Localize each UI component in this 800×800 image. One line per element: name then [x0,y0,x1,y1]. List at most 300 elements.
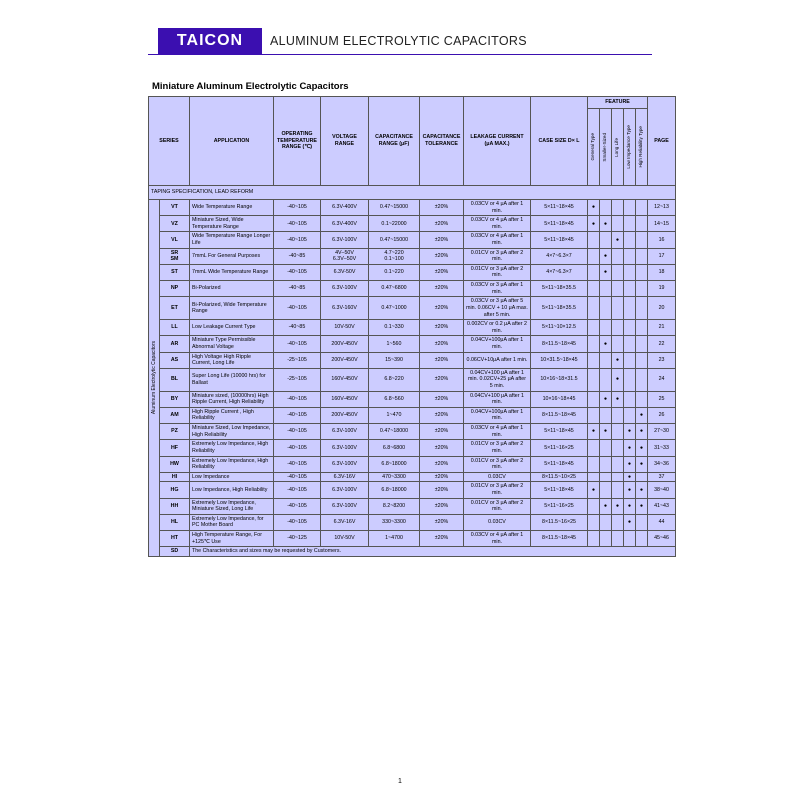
cell-feature-4: ● [636,407,648,423]
cell-feature-2 [612,264,624,280]
cell-feature-2 [612,216,624,232]
cell-feature-1: ● [600,216,612,232]
cell-temp: -40~105 [274,336,321,352]
cell-voltage: 6.3V-100V [321,456,369,472]
cell-feature-1 [600,530,612,546]
cell-feature-0 [588,248,600,264]
cell-application: Bi-Polarized, Wide Temperature Range [190,297,274,320]
cell-tolerance: ±20% [420,232,464,248]
cell-feature-0 [588,352,600,368]
cell-capacitance: 470~3300 [369,472,420,482]
cell-leakage: 0.03CV or 4 μA after 1 min. [464,200,531,216]
cell-tolerance: ±20% [420,424,464,440]
logo-text: TAICON [176,32,244,49]
cell-application: Extremely Low Impedance, High Reliability [190,456,274,472]
cell-leakage: 0.002CV or 0.2 μA after 2 min. [464,320,531,336]
cell-feature-2: ● [612,232,624,248]
cell-feature-2 [612,424,624,440]
cell-voltage: 6.3V-16V [321,514,369,530]
cell-series: NP [160,281,190,297]
header-feature: FEATURE [588,97,648,109]
cell-leakage: 0.03CV or 3 μA after 5 min. 0.06CV + 10 μA max. after 5 min. [464,297,531,320]
cell-case-size: 10×16~18×45 [531,391,588,407]
cell-capacitance: 0.1~22000 [369,216,420,232]
cell-capacitance: 0.47~1000 [369,297,420,320]
cell-application: Miniature Type Permissible Abnormal Voltage [190,336,274,352]
table-row [149,232,676,248]
table-row [149,368,676,391]
cell-page: 26 [648,407,676,423]
cell-voltage: 6.3V-100V [321,498,369,514]
cell-feature-0 [588,440,600,456]
cell-temp: -40~105 [274,472,321,482]
cell-temp: -40~105 [274,232,321,248]
cell-feature-0 [588,498,600,514]
cell-feature-4 [636,336,648,352]
cell-feature-1 [600,368,612,391]
cell-feature-4 [636,248,648,264]
cell-application: Extremely Low Impedance, for PC Mother Board [190,514,274,530]
table-row [149,248,676,264]
table-row [149,440,676,456]
cell-feature-3: ● [624,456,636,472]
cell-series: SR SM [160,248,190,264]
cell-leakage: 0.01CV or 3 μA after 2 min. [464,482,531,498]
cell-page: 22 [648,336,676,352]
cell-feature-0: ● [588,216,600,232]
cell-tolerance: ±20% [420,514,464,530]
cell-voltage: 10V-50V [321,320,369,336]
cell-feature-4: ● [636,424,648,440]
cell-feature-1 [600,297,612,320]
cell-application: Wide Temperature Range Longer Life [190,232,274,248]
cell-page: 20 [648,297,676,320]
cell-feature-2 [612,320,624,336]
cell-tolerance: ±20% [420,320,464,336]
section-title: Miniature Aluminum Electrolytic Capacitors [152,81,349,92]
cell-temp: -40~85 [274,320,321,336]
cell-case-size: 5×11~16×25 [531,440,588,456]
cell-capacitance: 1~4700 [369,530,420,546]
cell-feature-4: ● [636,482,648,498]
cell-tolerance: ±20% [420,336,464,352]
cell-case-size: 8×11.5~18×45 [531,407,588,423]
table-row [149,472,676,482]
cell-feature-4 [636,297,648,320]
header-feature-smaller: Smaller-Sized [600,109,612,186]
cell-feature-3 [624,352,636,368]
cell-feature-3 [624,297,636,320]
header-feature-longlife: Long Life [612,109,624,186]
cell-feature-3: ● [624,472,636,482]
cell-feature-0 [588,514,600,530]
cell-note: The Characteristics and sizes may be requested by Customers. [190,547,676,557]
cell-feature-1: ● [600,391,612,407]
cell-feature-1 [600,407,612,423]
cell-feature-1 [600,482,612,498]
cell-leakage: 0.03CV or 4 μA after 1 min. [464,216,531,232]
cell-tolerance: ±20% [420,498,464,514]
cell-feature-0 [588,232,600,248]
cell-series: PZ [160,424,190,440]
cell-series: BY [160,391,190,407]
cell-feature-4 [636,216,648,232]
cell-feature-4 [636,514,648,530]
cell-voltage: 200V-450V [321,407,369,423]
cell-series: AS [160,352,190,368]
cell-feature-2: ● [612,498,624,514]
table-row [149,200,676,216]
cell-feature-2 [612,281,624,297]
cell-feature-0 [588,530,600,546]
cell-voltage: 6.3V-400V [321,200,369,216]
cell-case-size: 5×11~18×45 [531,232,588,248]
cell-page: 14~15 [648,216,676,232]
cell-application: Extremely Low Impedance, High Reliability [190,440,274,456]
cell-application: Bi-Polarized [190,281,274,297]
cell-series: VT [160,200,190,216]
table-row [149,456,676,472]
cell-case-size: 4×7~6.3×7 [531,264,588,280]
cell-case-size: 10×31.5~18×45 [531,352,588,368]
cell-page: 44 [648,514,676,530]
cell-temp: -40~125 [274,530,321,546]
cell-leakage: 0.03CV [464,514,531,530]
cell-tolerance: ±20% [420,456,464,472]
cell-tolerance: ±20% [420,297,464,320]
cell-temp: -40~105 [274,407,321,423]
header-application: APPLICATION [190,97,274,186]
cell-feature-4: ● [636,456,648,472]
cell-feature-2: ● [612,391,624,407]
taping-label: TAPING SPECIFICATION, LEAD REFORM [149,186,676,200]
table-row [149,530,676,546]
cell-feature-0: ● [588,200,600,216]
cell-application: 7mmL Wide Temperature Range [190,264,274,280]
cell-application: Miniature Sized, Low Impedance, High Reliability [190,424,274,440]
cell-capacitance: 4.7~220 0.1~100 [369,248,420,264]
cell-series: VL [160,232,190,248]
cell-page: 27~30 [648,424,676,440]
cell-case-size: 5×11~18×45 [531,200,588,216]
header-leakage: LEAKAGE CURRENT (μA MAX.) [464,97,531,186]
cell-case-size: 10×16~18×31.5 [531,368,588,391]
cell-feature-3 [624,281,636,297]
cell-feature-0 [588,456,600,472]
cell-voltage: 6.3V-100V [321,281,369,297]
page-number: 1 [398,778,402,785]
cell-series: LL [160,320,190,336]
cell-feature-1 [600,200,612,216]
cell-application: Miniature sized, (10000hrs) High Ripple Current, High Reliability [190,391,274,407]
cell-temp: -40~105 [274,264,321,280]
table-row [149,352,676,368]
cell-feature-0: ● [588,424,600,440]
cell-temp: -25~105 [274,352,321,368]
cell-feature-2 [612,514,624,530]
cell-case-size: 5×11~18×45 [531,216,588,232]
cell-tolerance: ±20% [420,482,464,498]
cell-tolerance: ±20% [420,530,464,546]
cell-temp: -40~105 [274,216,321,232]
cell-leakage: 0.01CV or 3 μA after 2 min. [464,248,531,264]
table-row [149,482,676,498]
cell-voltage: 6.3V-100V [321,440,369,456]
cell-feature-3: ● [624,514,636,530]
cell-leakage: 0.01CV or 3 μA after 2 min. [464,264,531,280]
capacitor-series-table [148,96,676,557]
cell-feature-3 [624,407,636,423]
cell-page: 41~43 [648,498,676,514]
cell-temp: -40~105 [274,391,321,407]
cell-feature-2 [612,200,624,216]
cell-voltage: 200V-450V [321,352,369,368]
cell-page: 21 [648,320,676,336]
cell-feature-3 [624,216,636,232]
cell-temp: -40~105 [274,200,321,216]
cell-application: Miniature Sized, Wide Temperature Range [190,216,274,232]
cell-feature-1: ● [600,498,612,514]
cell-feature-3: ● [624,424,636,440]
cell-leakage: 0.03CV [464,472,531,482]
cell-page: 38~40 [648,482,676,498]
cell-feature-3 [624,368,636,391]
cell-case-size: 5×11~18×45 [531,424,588,440]
cell-case-size: 8×11.5~10×25 [531,472,588,482]
cell-feature-2 [612,482,624,498]
cell-feature-2 [612,336,624,352]
cell-tolerance: ±20% [420,472,464,482]
cell-leakage: 0.01CV or 3 μA after 2 min. [464,440,531,456]
cell-feature-1: ● [600,336,612,352]
cell-application: 7mmL For General Purposes [190,248,274,264]
cell-series: AR [160,336,190,352]
cell-tolerance: ±20% [420,248,464,264]
header-tolerance: CAPACITANCE TOLERANCE [420,97,464,186]
cell-feature-4 [636,264,648,280]
cell-case-size: 8×11.5~16×25 [531,514,588,530]
cell-temp: -25~105 [274,368,321,391]
cell-application: Super Long Life (10000 hrs) for Ballast [190,368,274,391]
table-row [149,407,676,423]
cell-leakage: 0.01CV or 3 μA after 2 min. [464,456,531,472]
table-row [149,514,676,530]
cell-voltage: 6.3V-100V [321,232,369,248]
cell-capacitance: 1~470 [369,407,420,423]
cell-feature-3: ● [624,498,636,514]
header-case-size: CASE SIZE D× L [531,97,588,186]
cell-feature-0 [588,264,600,280]
table-row [149,498,676,514]
cell-case-size: 5×11~10×12.5 [531,320,588,336]
cell-capacitance: 330~3300 [369,514,420,530]
cell-feature-3 [624,336,636,352]
cell-feature-1: ● [600,424,612,440]
cell-voltage: 6.3V-400V [321,216,369,232]
table-row [149,336,676,352]
cell-series: HT [160,530,190,546]
cell-feature-1 [600,281,612,297]
cell-leakage: 0.03CV or 4 μA after 1 min. [464,232,531,248]
cell-voltage: 6.3V-16V [321,472,369,482]
cell-series: HF [160,440,190,456]
cell-feature-0 [588,320,600,336]
cell-leakage: 0.04CV+100μA after 1 min. [464,336,531,352]
cell-capacitance: 15~390 [369,352,420,368]
cell-application: High Ripple Current , High Reliability [190,407,274,423]
cell-capacitance: 0.47~18000 [369,424,420,440]
cell-temp: -40~85 [274,248,321,264]
cell-feature-3 [624,530,636,546]
cell-case-size: 5×11~18×35.5 [531,297,588,320]
cell-temp: -40~105 [274,297,321,320]
cell-feature-2 [612,456,624,472]
header-title: ALUMINUM ELECTROLYTIC CAPACITORS [270,34,527,48]
cell-feature-1 [600,232,612,248]
cell-case-size: 8×11.5~18×45 [531,336,588,352]
cell-capacitance: 0.47~15000 [369,200,420,216]
cell-tolerance: ±20% [420,391,464,407]
header-feature-highreliability: High Reliability Type [636,109,648,186]
cell-feature-4 [636,352,648,368]
cell-series: SD [160,547,190,557]
cell-application: Low Impedance, High Reliability [190,482,274,498]
cell-tolerance: ±20% [420,264,464,280]
cell-temp: -40~105 [274,440,321,456]
cell-feature-2 [612,248,624,264]
cell-application: Wide Temperature Range [190,200,274,216]
cell-leakage: 0.03CV or 3 μA after 1 min. [464,281,531,297]
cell-voltage: 6.3V-50V [321,264,369,280]
cell-capacitance: 6.8~18000 [369,482,420,498]
cell-feature-3 [624,391,636,407]
cell-tolerance: ±20% [420,200,464,216]
cell-feature-4 [636,281,648,297]
header-voltage: VOLTAGE RANGE [321,97,369,186]
cell-feature-2 [612,440,624,456]
cell-page: 37 [648,472,676,482]
cell-leakage: 0.01CV or 3 μA after 2 min. [464,498,531,514]
cell-series: BL [160,368,190,391]
cell-case-size: 5×11~18×45 [531,456,588,472]
cell-page: 45~46 [648,530,676,546]
cell-feature-4 [636,320,648,336]
cell-capacitance: 6.8~6800 [369,440,420,456]
table-row [149,264,676,280]
taping-row [149,186,676,200]
cell-feature-0 [588,336,600,352]
cell-page: 17 [648,248,676,264]
cell-series: ST [160,264,190,280]
cell-voltage: 6.3V-160V [321,297,369,320]
cell-page: 31~33 [648,440,676,456]
cell-series: HH [160,498,190,514]
cell-tolerance: ±20% [420,440,464,456]
cell-feature-2 [612,472,624,482]
cell-feature-1 [600,472,612,482]
header-operating-temp: OPERATING TEMPERATURE RANGE (℃) [274,97,321,186]
cell-feature-3 [624,264,636,280]
cell-feature-4: ● [636,498,648,514]
cell-leakage: 0.04CV+100 μA after 1 min. 0.02CV+25 μA after 5 min. [464,368,531,391]
table-row [149,297,676,320]
cell-tolerance: ±20% [420,216,464,232]
cell-capacitance: 0.1~330 [369,320,420,336]
table-row [149,391,676,407]
cell-application: Low Leakage Current Type [190,320,274,336]
cell-series: VZ [160,216,190,232]
cell-feature-3 [624,232,636,248]
cell-series: AM [160,407,190,423]
cell-case-size: 8×11.5~18×45 [531,530,588,546]
cell-series: HL [160,514,190,530]
cell-feature-0 [588,391,600,407]
cell-temp: -40~85 [274,281,321,297]
cell-leakage: 0.03CV or 4 μA after 1 min. [464,530,531,546]
cell-application: Extremely Low Impedance, Miniature Sized, Long Life [190,498,274,514]
cell-application: High Temperature Range, For +125℃ Use [190,530,274,546]
cell-page: 25 [648,391,676,407]
cell-feature-2 [612,297,624,320]
cell-feature-4 [636,391,648,407]
cell-feature-4 [636,472,648,482]
cell-feature-1 [600,514,612,530]
cell-temp: -40~105 [274,424,321,440]
header-divider [148,54,652,55]
cell-capacitance: 6.8~18000 [369,456,420,472]
cell-page: 18 [648,264,676,280]
cell-series: ET [160,297,190,320]
cell-feature-0 [588,368,600,391]
cell-temp: -40~105 [274,456,321,472]
table-row-last [149,547,676,557]
table-header-row-1 [149,97,676,109]
cell-case-size: 4×7~6.3×7 [531,248,588,264]
cell-feature-3 [624,200,636,216]
cell-feature-4 [636,368,648,391]
cell-page: 24 [648,368,676,391]
cell-case-size: 5×11~18×45 [531,482,588,498]
taicon-logo [158,28,262,54]
cell-series: HG [160,482,190,498]
cell-feature-0 [588,297,600,320]
cell-feature-1 [600,320,612,336]
cell-feature-0 [588,407,600,423]
cell-voltage: 6.3V-100V [321,424,369,440]
header-feature-lowimpedance: Low Impedance Type [624,109,636,186]
cell-feature-4 [636,530,648,546]
cell-capacitance: 6.8~560 [369,391,420,407]
cell-feature-0 [588,281,600,297]
cell-capacitance: 0.47~15000 [369,232,420,248]
cell-feature-2 [612,530,624,546]
cell-capacitance: 8.2~8200 [369,498,420,514]
cell-series: HI [160,472,190,482]
cell-page: 12~13 [648,200,676,216]
cell-feature-1 [600,352,612,368]
cell-temp: -40~105 [274,482,321,498]
cell-feature-3: ● [624,440,636,456]
cell-capacitance: 6.8~220 [369,368,420,391]
cell-page: 16 [648,232,676,248]
cell-case-size: 5×11~16×25 [531,498,588,514]
cell-feature-4: ● [636,440,648,456]
cell-feature-1: ● [600,264,612,280]
side-label: Aluminum Electrolytic Capacitors [149,200,160,557]
cell-feature-2: ● [612,368,624,391]
table-row [149,216,676,232]
table-row [149,424,676,440]
